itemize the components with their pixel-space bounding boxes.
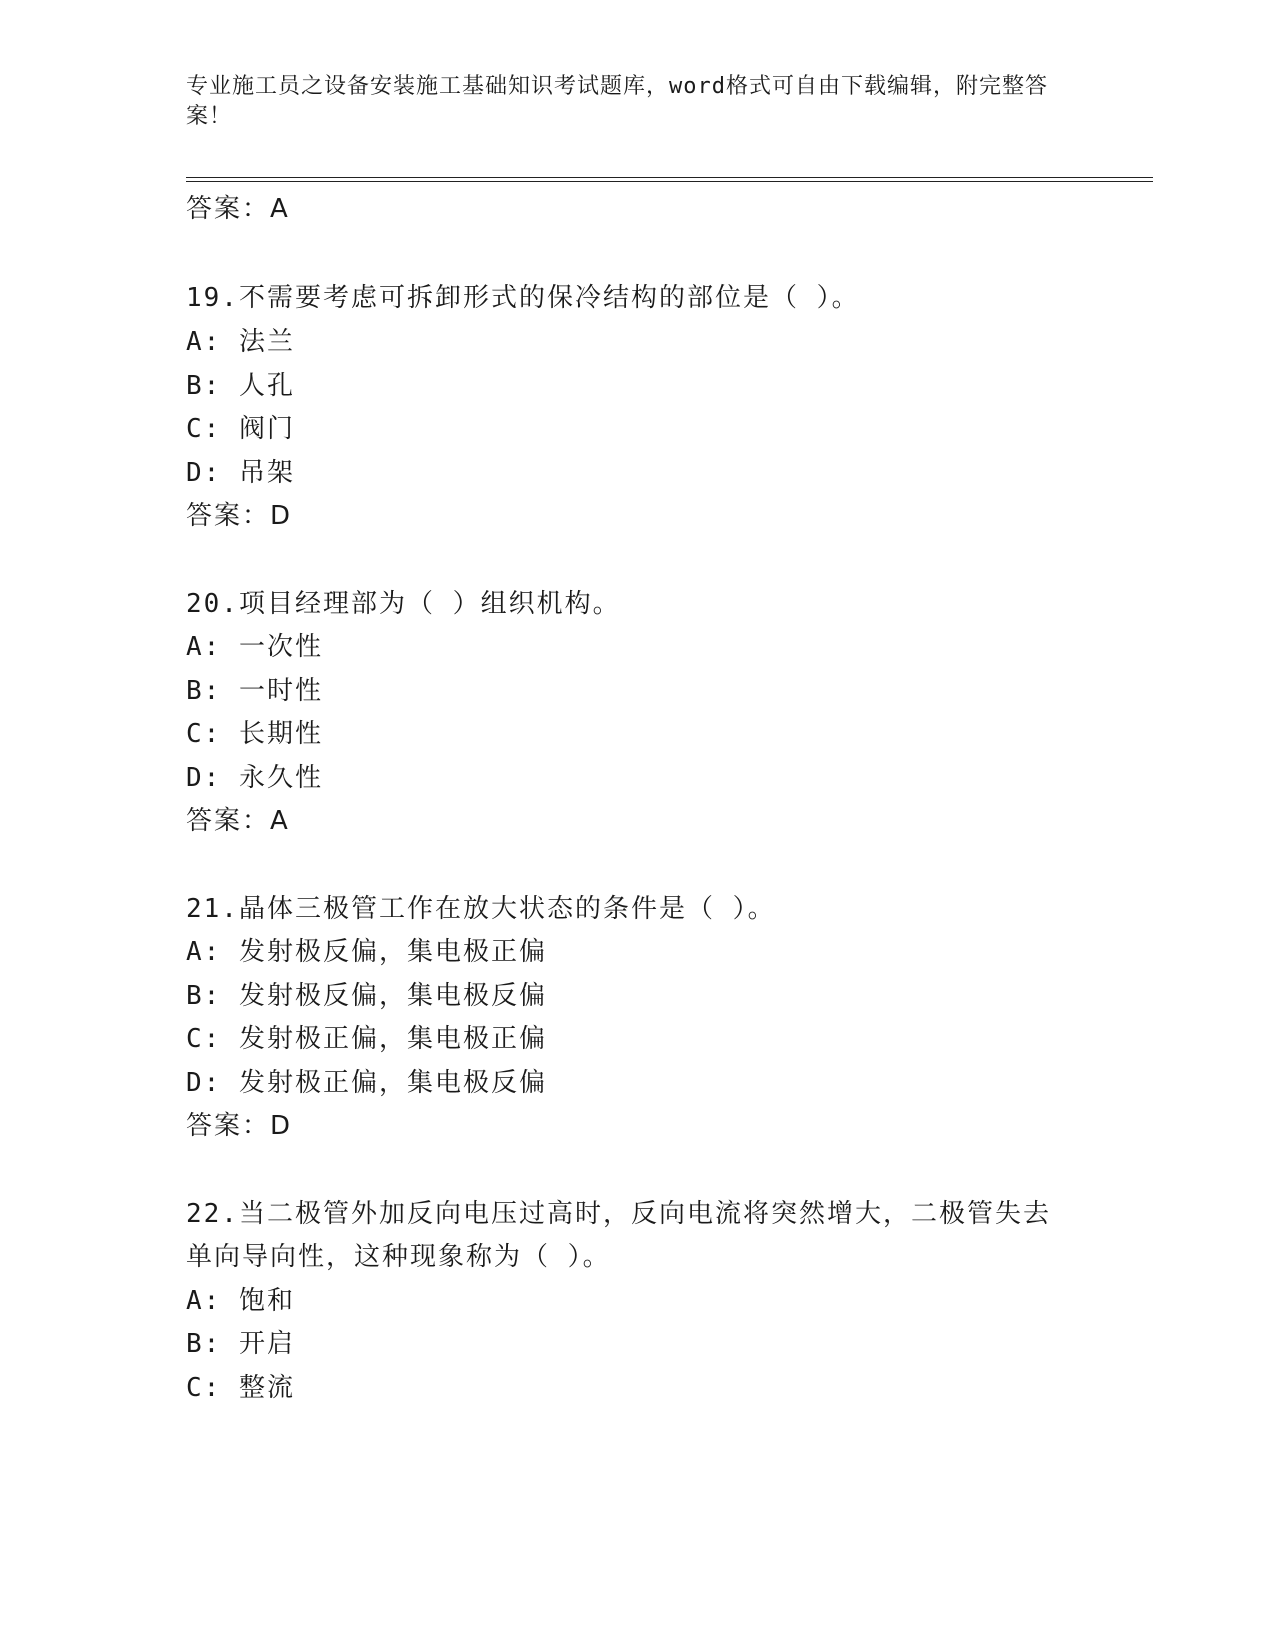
- question-20-stem: 20.项目经理部为（ ）组织机构。: [186, 589, 621, 619]
- question-21-answer: 答案：D: [186, 1111, 293, 1141]
- question-19-option-d: D: 吊架: [186, 458, 295, 488]
- question-21-stem: 21.晶体三极管工作在放大状态的条件是（ ）。: [186, 894, 776, 924]
- question-20-answer: 答案：A: [186, 806, 290, 836]
- question-20-option-d: D: 永久性: [186, 763, 323, 793]
- question-21-option-b: B: 发射极反偏，集电极反偏: [186, 981, 547, 1011]
- answer-18: 答案：A: [186, 194, 290, 224]
- question-21-option-c: C: 发射极正偏，集电极正偏: [186, 1024, 547, 1054]
- question-20-option-c: C: 长期性: [186, 719, 323, 749]
- document-header: 专业施工员之设备安装施工基础知识考试题库，word格式可自由下载编辑，附完整答案！: [186, 74, 1048, 129]
- question-22-option-c: C: 整流: [186, 1373, 295, 1403]
- question-19-option-a: A: 法兰: [186, 327, 295, 357]
- question-19-option-c: C: 阀门: [186, 414, 295, 444]
- question-22-option-b: B: 开启: [186, 1329, 295, 1359]
- question-20-option-a: A: 一次性: [186, 632, 323, 662]
- question-19-answer: 答案：D: [186, 501, 293, 531]
- question-20-option-b: B: 一时性: [186, 676, 323, 706]
- question-21-option-d: D: 发射极正偏，集电极反偏: [186, 1068, 547, 1098]
- header-divider: [186, 177, 1153, 178]
- question-22-stem-line-1: 22.当二极管外加反向电压过高时，反向电流将突然增大，二极管失去: [186, 1199, 1051, 1229]
- header-divider-secondary: [186, 181, 1153, 182]
- question-21-option-a: A: 发射极反偏，集电极正偏: [186, 937, 547, 967]
- question-19-stem: 19.不需要考虑可拆卸形式的保冷结构的部位是（ ）。: [186, 283, 860, 313]
- question-22-stem-line-2: 单向导向性，这种现象称为（ ）。: [186, 1242, 611, 1272]
- question-19-option-b: B: 人孔: [186, 371, 295, 401]
- question-22-option-a: A: 饱和: [186, 1286, 295, 1316]
